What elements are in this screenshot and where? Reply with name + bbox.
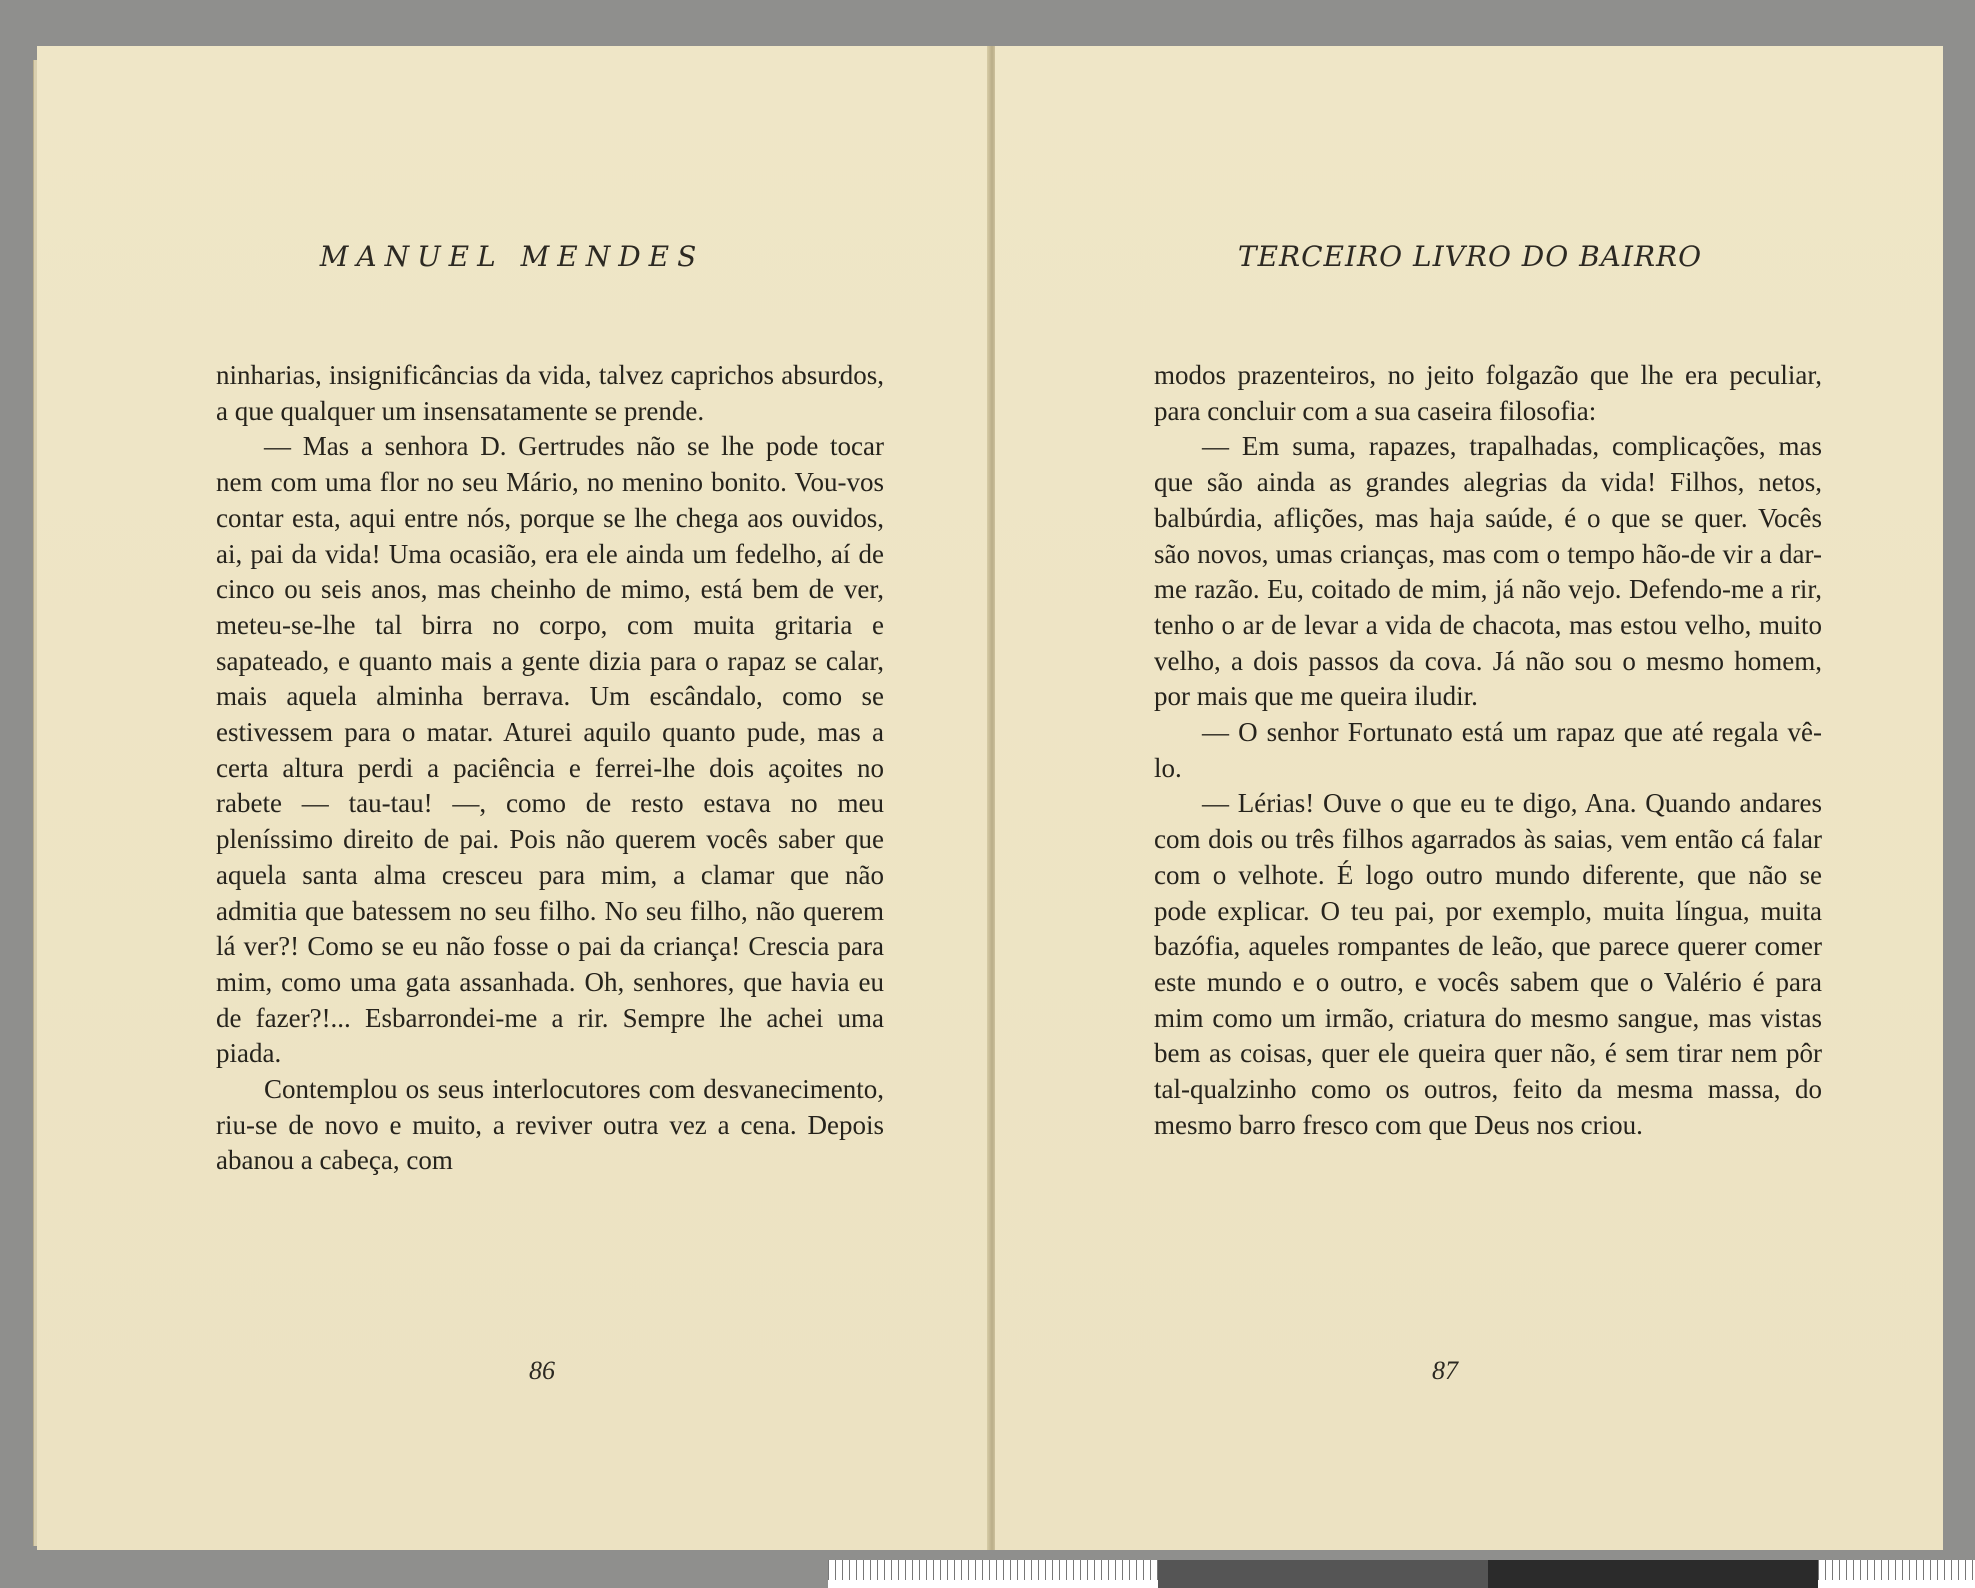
ruler-ticks xyxy=(828,1560,1158,1580)
paragraph: — Em suma, rapazes, trapalhadas, complicações, mas que são ainda as grandes alegrias da vida! Filhos, netos, balbúrdia, aflições, mas haja saúde, é o que se quer. Vocês são novos, umas crianças, mas com o tempo hão-de vir a dar-me razão. Eu, coitado de mim, já não vejo. Defendo-me a rir, tenho o ar de levar a vida de chacota, mas estou velho, muito velho, a dois passos da cova. Já não sou o mesmo homem, por mais que me queira iludir. xyxy=(1154,431,1822,712)
running-head-title: TERCEIRO LIVRO DO BAIRRO xyxy=(1237,240,1703,273)
scale-ruler xyxy=(828,1560,1975,1588)
page-number: 86 xyxy=(529,1356,555,1385)
running-head-author: MANUEL MENDES xyxy=(319,240,705,273)
paragraph: — O senhor Fortunato está um rapaz que até regala vê-lo. xyxy=(1154,717,1822,783)
paragraph: — Mas a senhora D. Gertrudes não se lhe pode tocar nem com uma flor no seu Mário, no menino bonito. Vou-vos contar esta, aqui entre nós, porque se lhe chega aos ouvidos, ai, pai da vida! Uma ocasião, era ele ainda um fedelho, aí de cinco ou seis anos, mas cheinho de mimo, está bem de ver, meteu-se-lhe tal birra no corpo, com muita gritaria e sapateado, e quanto mais a gente dizia para o rapaz se calar, mais aquela alminha berrava. Um escândalo, como se estivessem para o matar. Aturei aquilo quanto pude, mas a certa altura perdi a paciência e ferrei-lhe dois açoites no rabete — tau-tau! —, como de resto estava no meu pleníssimo direito de pai. Pois não querem vocês saber que aquela santa alma cresceu para mim, a clamar que não admitia que batessem no seu filho. No seu filho, não querem lá ver?! Como se eu não fosse o pai da criança! Crescia para mim, como uma gata assanhada. Oh, senhores, que havia eu de fazer?!... Esbarrondei-me a rir. Sempre lhe achei uma piada. xyxy=(216,431,884,1069)
ruler-black-band xyxy=(1488,1560,1818,1588)
paragraph: ninharias, insignificâncias da vida, talvez caprichos absurdos, a que qualquer um insensatamente se prende. xyxy=(216,360,884,426)
left-page xyxy=(37,46,991,1550)
right-page-body xyxy=(1154,358,1822,1143)
paragraph: Contemplou os seus interlocutores com desvanecimento, riu-se de novo e muito, a reviver outra vez a cena. Depois abanou a cabeça, com xyxy=(216,1074,884,1176)
paragraph: — Lérias! Ouve o que eu te digo, Ana. Quando andares com dois ou três filhos agarrados às saias, vem então cá falar com o velhote. É logo outro mundo diferente, que não se pode explicar. O teu pai, por exemplo, muita língua, muita bazófia, aqueles rompantes de leão, que parece querer comer este mundo e o outro, e vocês sabem que o Valério é para mim como um irmão, criatura do mesmo sangue, mas vistas bem as coisas, quer ele queira quer não, é sem tirar nem pôr tal-qualzinho como os outros, feito da mesma massa, do mesmo barro fresco com que Deus nos criou. xyxy=(1154,788,1822,1140)
paragraph: modos prazenteiros, no jeito folgazão que lhe era peculiar, para concluir com a sua caseira filosofia: xyxy=(1154,360,1822,426)
ruler-gray-band xyxy=(1158,1560,1488,1588)
ruler-ticks xyxy=(1818,1560,1975,1580)
right-page xyxy=(994,46,1943,1550)
open-book xyxy=(37,46,1942,1550)
page-number: 87 xyxy=(1432,1356,1458,1385)
left-page-body xyxy=(216,358,884,1179)
